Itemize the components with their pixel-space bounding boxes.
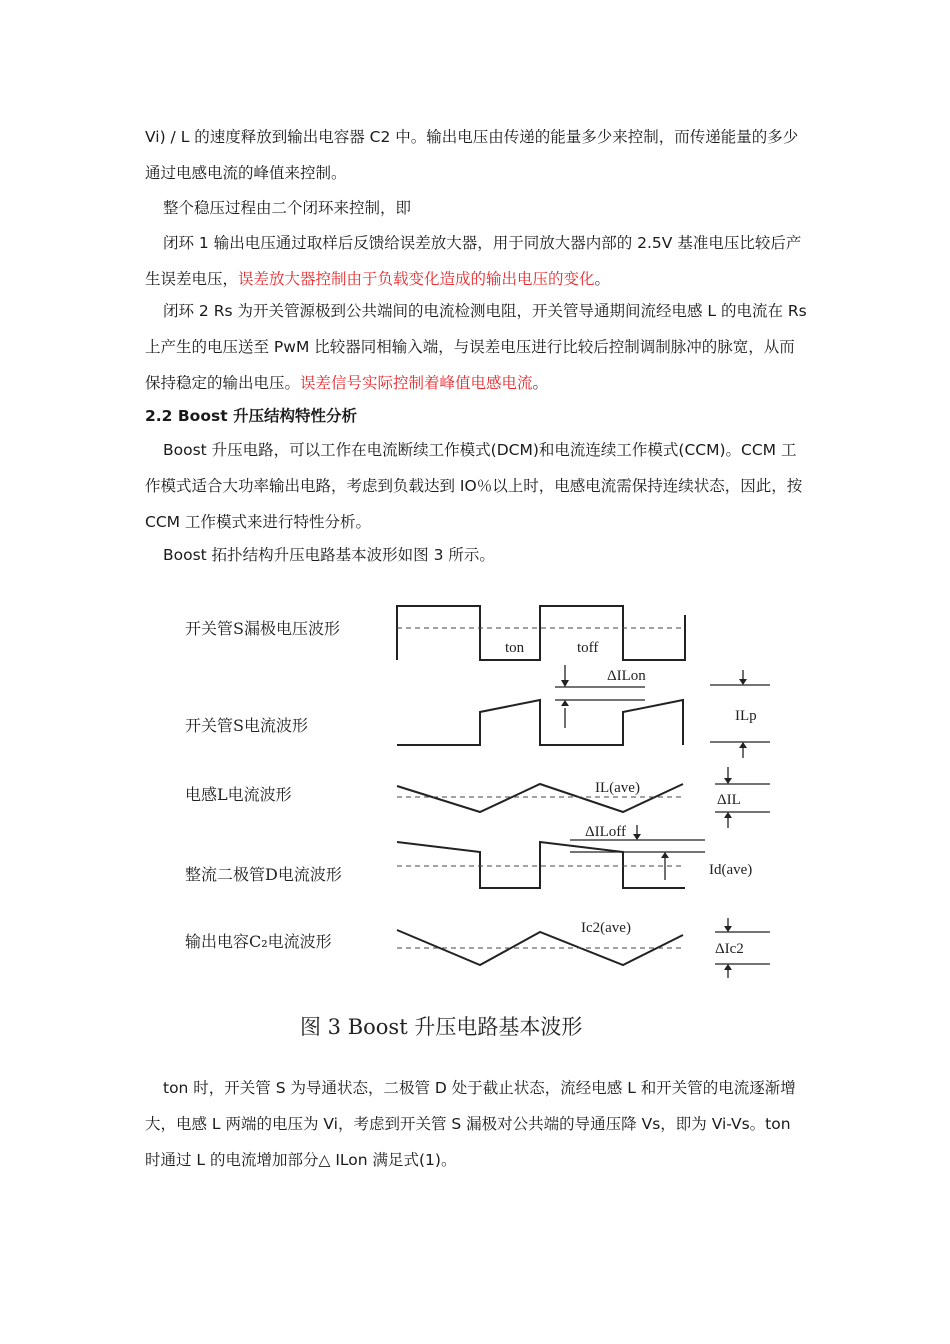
symbol-t-off: toff bbox=[577, 640, 599, 656]
d-current-wave bbox=[397, 842, 685, 888]
symbol-i-l-ave: IL(ave) bbox=[595, 780, 640, 796]
paragraph-5: Boost 升压电路，可以工作在电流断续工作模式(DCM)和电流连续工作模式(CCM)。CCM 工作模式适合大功率输出电路，考虑到负载达到 IO％以上时，电感电流需保持连续状态，因此，按 CCM 工作模式来进行特性分析。 bbox=[145, 441, 803, 531]
paragraph-4-highlight: 误差信号实际控制着峰值电感电流 bbox=[300, 374, 533, 392]
label-s-current: 开关管S电流波形 bbox=[185, 716, 308, 735]
paragraph-4 bbox=[145, 293, 810, 401]
waveform-figure bbox=[175, 590, 785, 1050]
label-s-voltage: 开关管S漏极电压波形 bbox=[185, 619, 340, 638]
symbol-t-on: ton bbox=[505, 640, 525, 656]
paragraph-2: 整个稳压过程由二个闭环来控制，即 bbox=[163, 199, 412, 217]
symbol-delta-i-c2: ΔIc2 bbox=[715, 941, 744, 957]
paragraph-3 bbox=[145, 225, 810, 297]
paragraph-3-highlight: 误差放大器控制由于负载变化造成的输出电压的变化 bbox=[238, 270, 595, 288]
waveform-diagram bbox=[175, 590, 785, 1050]
symbol-i-lp: ILp bbox=[735, 708, 757, 724]
paragraph-3-end: 。 bbox=[594, 270, 611, 288]
paragraph-6: Boost 拓扑结构升压电路基本波形如图 3 所示。 bbox=[163, 546, 495, 564]
symbol-delta-i-l: ΔIL bbox=[717, 792, 741, 808]
paragraph-3-text: 闭环 1 输出电压通过取样后反馈给误差放大器，用于同放大器内部的 2.5V 基准电压比较后产生误差电压， bbox=[145, 234, 802, 288]
s-voltage-wave bbox=[397, 606, 685, 660]
symbol-i-d-ave: Id(ave) bbox=[709, 862, 753, 878]
label-l-current: 电感L电流波形 bbox=[185, 785, 292, 804]
paragraph-4-end: 。 bbox=[532, 374, 549, 392]
s-current-wave bbox=[397, 700, 683, 745]
label-c2-current: 输出电容C₂电流波形 bbox=[185, 932, 332, 951]
section-heading: 2.2 Boost 升压结构特性分析 bbox=[145, 407, 357, 425]
symbol-i-c2-ave: Ic2(ave) bbox=[581, 920, 631, 936]
label-d-current: 整流二极管D电流波形 bbox=[185, 865, 342, 884]
symbol-delta-i-loff: ΔILoff bbox=[585, 824, 627, 840]
figure-caption: 图 3 Boost 升压电路基本波形 bbox=[300, 1015, 583, 1039]
l-current-wave bbox=[397, 784, 683, 812]
symbol-delta-i-lon: ΔILon bbox=[607, 668, 646, 684]
paragraph-7: ton 时，开关管 S 为导通状态，二极管 D 处于截止状态，流经电感 L 和开关管的电流逐渐增大，电感 L 两端的电压为 Vi，考虑到开关管 S 漏极对公共端的导通压降 Vs，即为 Vi-Vs。ton 时通过 L 的电流增加部分△ ILon 满足式(1)。 bbox=[145, 1079, 796, 1169]
paragraph-4-text: 闭环 2 Rs 为开关管源极到公共端间的电流检测电阻，开关管导通期间流经电感 L 的电流在 Rs 上产生的电压送至 PwM 比较器同相输入端，与误差电压进行比较后控制调制脉冲的脉宽，从而保持稳定的输出电压。 bbox=[145, 302, 807, 392]
paragraph-1: Vi) / L 的速度释放到输出电容器 C2 中。输出电压由传递的能量多少来控制，而传递能量的多少通过电感电流的峰值来控制。 bbox=[145, 128, 799, 182]
